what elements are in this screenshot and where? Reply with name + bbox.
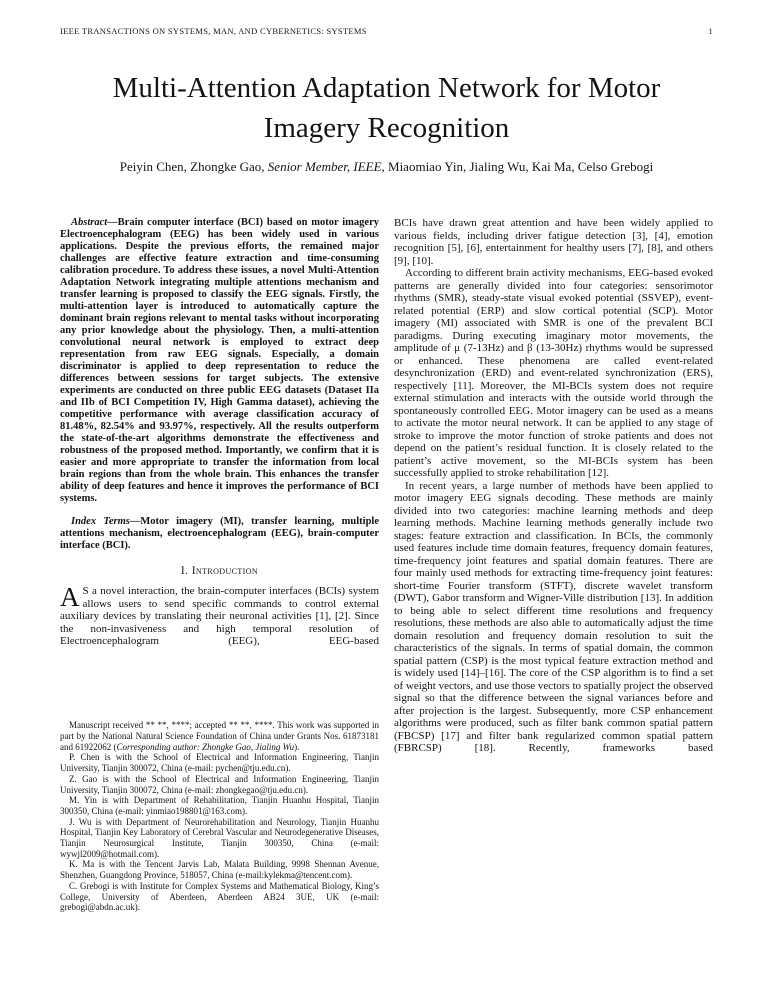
- footnote-block: [60, 720, 379, 961]
- footnote-manuscript-text: Manuscript received ** **, ****; accepted ** **, ****. This work was supported in part by the National Natural Science Foundation of China under Grants Nos. 61873181 and 61922062 (: [60, 720, 379, 752]
- section-number: I.: [180, 565, 189, 577]
- body-paragraph-mechanisms: According to different brain activity mechanisms, EEG-based evoked patterns are generally divided into four categories: sensorimotor rhythms (SMR), steady-state visual evoked potential (SSVEP), event-related potential (ERP) and slow cortical potential (SCP). Motor imagery (MI) associated with SMR is one of the prevalent BCI paradigms. During executing imaginary motor movements, the amplitude of μ (7-13Hz) and β (13-30Hz) rhythms would be supressed or enhanced. These phenomena are called event-related desynchronization (ERD) and event-related synchronization (ERS), respectively [11]. Moreover, the MI-BCIs system does not require external stimulation and interacts with the outside world through the spontaneously controlled EEG. Motor imagery can be used as a means to activate the motor neural network. It can be applied to any stage of stroke to improve the motor function of stroke patients and does not depend on the patient’s residual function. It is closely related to the patient’s active movement, so the MI-BCIs system has been successfully applied to stroke rehabilitation [12].: [394, 267, 713, 479]
- abstract-paragraph: [60, 217, 379, 505]
- authors-line: [60, 159, 713, 175]
- footnote-author-chen: P. Chen is with the School of Electrical and Information Engineering, Tianjin University, Tianjin 300072, China (e-mail: pychen@tju.edu.cn).: [60, 752, 379, 774]
- index-terms-text: —Motor imagery (MI), transfer learning, multiple attentions mechanism, electroencephalogram (EEG), brain-computer interface (BCI).: [60, 516, 379, 551]
- footnote-author-ma: K. Ma is with the Tencent Jarvis Lab, Malata Building, 9998 Shennan Avenue, Shenzhen, Guangdong Province, 518057, China (e-mail:kylekma@tencent.com).: [60, 859, 379, 881]
- section-title: Introduction: [191, 565, 259, 577]
- abstract-label: Abstract: [71, 217, 108, 228]
- running-head: [60, 26, 713, 36]
- intro-paragraph-text: S a novel interaction, the brain-computer interfaces (BCIs) system allows users to send specific commands to control external auxiliary devices by translating their neuronal activities [1], [2]. Since the non-invasiveness and high temporal resolution of Electroencephalogram (EEG), EEG-based: [60, 585, 379, 647]
- title-line-1: Multi-Attention Adaptation Network for Motor: [112, 72, 661, 104]
- index-terms-paragraph: [60, 516, 379, 552]
- footnote-author-wu: J. Wu is with Department of Neurorehabilitation and Neurology, Tianjin Huanhu Hospital, Tianjin Key Laboratory of Cerebral Vascular and Neurodegenerative Diseases, Tianjin Neurosurgical Institute, Tianjin 300350, China (e-mail: wywjl2009@hotmail.com).: [60, 816, 379, 859]
- author-membership: Senior Member, IEEE,: [267, 159, 385, 174]
- author-names-pre: Peiyin Chen, Zhongke Gao,: [119, 159, 268, 174]
- journal-name: IEEE TRANSACTIONS ON SYSTEMS, MAN, AND CYBERNETICS: SYSTEMS: [60, 26, 367, 36]
- corresponding-author-note: Corresponding author: Zhongke Gao, Jialing Wu: [116, 741, 295, 752]
- index-terms-label: Index Terms: [71, 516, 130, 527]
- title-line-2: Imagery Recognition: [263, 112, 510, 144]
- body-paragraph-continuation: BCIs have drawn great attention and have been widely applied to various fields, including driver fatigue detection [3], [4], emotion recognition [5], [6], entertainment for healthy users [7], [8], and others [9], [10].: [394, 217, 713, 267]
- body-paragraph-methods: In recent years, a large number of methods have been applied to motor imagery EEG signals decoding. These methods are mainly divided into two categories: machine learning methods and deep learning methods. Machine learning methods generally include two stages: feature extraction and classification. In BCIs, the commonly used features include time domain features, frequency domain features, time-frequency joint features and spatial domain features. There are four mainly used methods for extracting time-frequency joint features: short-time Fourier transform (STFT), discrete wavelet transform (DWT), Gabor transform and Wigner-Ville distribution [13]. In addition to being able to select different time resolutions and frequency resolutions, these methods are also able to automatically adjust the time domain resolution and frequency domain resolution to suit the characteristics of the signals. In terms of spatial domain, the common spatial pattern (CSP) is the most typical feature extraction method and is widely used [14]–[16]. The core of the CSP algorithm is to find a set of weight vectors, and use those vectors to spatially project the observed signal so that the difference between the signal variances before and after projection is the largest. Subsequently, more CSP enhancement algorithms were produced, such as filter bank common spatial pattern (FBCSP) [17] and filter bank regularized common spatial pattern (FBRCSP) [18]. Recently, frameworks based: [394, 479, 713, 754]
- author-names-post: Miaomiao Yin, Jialing Wu, Kai Ma, Celso Grebogi: [384, 159, 654, 174]
- footnote-author-yin: M. Yin is with Department of Rehabilitation, Tianjin Huanhu Hospital, Tianjin 300350, China (e-mail: yinmiao198801@163.com).: [60, 795, 379, 816]
- paper-title: [60, 68, 713, 148]
- drop-cap: A: [60, 582, 80, 612]
- abstract-text: —Brain computer interface (BCI) based on motor imagery Electroencephalogram (EEG) has been widely used in various applications. Despite the previous efforts, the remained major challenges are effective feature extraction and time-consuming calibration procedure. To address these issues, a novel Multi-Attention Adaptation Network integrating multiple attentions mechanism and transfer learning is proposed to classify the EEG signals. Firstly, the multi-attention layer is introduced to automatically capture the dominant brain regions relevant to mental tasks without incorporating any prior knowledge about the physiology. Then, a multi-attention convolutional neural network is employed to extract deep representation from raw EEG signals. Especially, a domain discriminator is applied to deep representation to reduce the differences between sessions for target subjects. The extensive experiments are conducted on three public EEG datasets (Dataset IIa and IIb of BCI Competition IV, High Gamma dataset), achieving the competitive performance with average classification accuracy of 81.48%, 82.54% and 93.97%, respectively. All the results outperform the state-of-the-art algorithms demonstrate the effectiveness and robustness of the proposed method. Importantly, we confirm that it is easier and more appropriate to transfer the information from local brain regions than from the whole brain. This enhances the transfer ability of deep features and hence it improves the performance of BCI systems.: [60, 217, 379, 504]
- column-right: [394, 217, 713, 961]
- section-heading-introduction: [60, 565, 379, 577]
- page-number: 1: [708, 26, 713, 36]
- footnote-author-grebogi: C. Grebogi is with Institute for Complex Systems and Mathematical Biology, King’s College, University of Aberdeen, Aberdeen AB24 3UE, UK (e-mail: grebogi@abdn.ac.uk).: [60, 880, 379, 913]
- intro-paragraph: [60, 582, 379, 648]
- footnote-author-gao: Z. Gao is with the School of Electrical and Information Engineering, Tianjin University, Tianjin 300072, China (e-mail: zhongkegao@tju.edu.cn).: [60, 773, 379, 795]
- footnote-manuscript-close: ).: [294, 741, 300, 752]
- footnote-manuscript: [60, 720, 379, 752]
- column-left: [60, 217, 379, 961]
- two-column-body: [60, 217, 713, 961]
